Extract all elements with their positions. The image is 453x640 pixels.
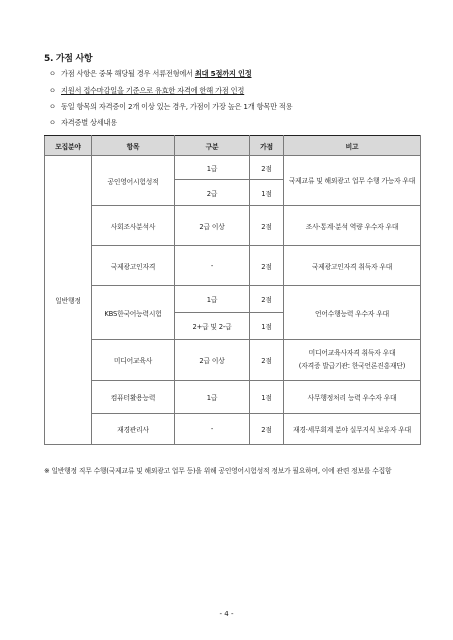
note-issuer-line: (자격증 발급기관: 한국언론진흥재단) xyxy=(298,362,406,370)
bullet-text: 지원서 접수마감일을 기준으로 유효한 자격에 한해 가점 인정 xyxy=(61,86,245,95)
table-header-row xyxy=(45,136,421,156)
table-row xyxy=(45,156,421,180)
section-heading: 5. 가점 사항 xyxy=(44,54,93,64)
item-cell: 미디어교육사 xyxy=(92,340,175,381)
table-row xyxy=(45,414,421,445)
note-cell: 국제교류 및 해외광고 업무 수행 가능자 우대 xyxy=(284,156,421,206)
points-cell: 1점 xyxy=(250,180,284,206)
bonus-points-table xyxy=(44,135,421,445)
item-cell: 컴퓨터활용능력 xyxy=(92,381,175,414)
bullet-details xyxy=(49,118,117,128)
note-cell xyxy=(284,340,421,381)
points-cell: 2점 xyxy=(250,340,284,381)
bullet-text: 가점 사항은 중복 해당될 경우 서류전형에서 xyxy=(61,69,195,78)
points-cell: 1점 xyxy=(250,381,284,414)
item-cell: KBS한국어능력시험 xyxy=(92,286,175,340)
grade-cell: 2급 이상 xyxy=(175,340,250,381)
table-row xyxy=(45,206,421,246)
header-points: 가점 xyxy=(250,136,284,156)
grade-cell: - xyxy=(175,414,250,445)
note-cell: 사무행정처리 능력 우수자 우대 xyxy=(284,381,421,414)
points-cell: 2점 xyxy=(250,414,284,445)
header-field: 모집분야 xyxy=(45,136,92,156)
note-cell: 재경·세무회계 분야 실무지식 보유자 우대 xyxy=(284,414,421,445)
bullet-mark: ㅇ xyxy=(49,69,56,78)
bullet-text: 동일 항목의 자격증이 2개 이상 있는 경우, 가점이 가장 높은 1개 항목만 적용 xyxy=(61,102,293,111)
grade-cell: 1급 xyxy=(175,381,250,414)
grade-cell: 2급 이상 xyxy=(175,206,250,246)
item-cell: 국제광고인자격 xyxy=(92,246,175,286)
header-grade: 구분 xyxy=(175,136,250,156)
grade-cell: 1급 xyxy=(175,286,250,313)
bullet-emphasis: 최대 5점까지 인정 xyxy=(194,69,252,78)
grade-cell: 2+급 및 2-급 xyxy=(175,313,250,340)
bullet-mark: ㅇ xyxy=(49,86,56,95)
bullet-text: 자격증별 상세내용 xyxy=(61,118,118,127)
points-cell: 2점 xyxy=(250,156,284,180)
bullet-max-points xyxy=(49,69,252,79)
points-cell: 2점 xyxy=(250,286,284,313)
points-cell: 1점 xyxy=(250,313,284,340)
bullet-valid-license xyxy=(49,86,244,96)
header-item: 항목 xyxy=(92,136,175,156)
grade-cell: - xyxy=(175,246,250,286)
table-row xyxy=(45,246,421,286)
bullet-mark: ㅇ xyxy=(49,118,56,127)
item-cell: 사회조사분석사 xyxy=(92,206,175,246)
note-cell: 언어수행능력 우수자 우대 xyxy=(284,286,421,340)
header-note: 비고 xyxy=(284,136,421,156)
field-cell: 일반행정 xyxy=(45,156,92,445)
points-cell: 2점 xyxy=(250,246,284,286)
table-row xyxy=(45,286,421,313)
note-line: 미디어교육사자격 취득자 우대 xyxy=(308,349,396,357)
item-cell: 재경관리사 xyxy=(92,414,175,445)
grade-cell: 1급 xyxy=(175,156,250,180)
item-cell: 공인영어시험성적 xyxy=(92,156,175,206)
points-cell: 2점 xyxy=(250,206,284,246)
table-row xyxy=(45,340,421,381)
page-number: - 4 - xyxy=(219,610,234,618)
table-row xyxy=(45,381,421,414)
bullet-duplicate-rule xyxy=(49,102,292,112)
bullet-mark: ㅇ xyxy=(49,102,56,111)
note-cell: 국제광고인자격 취득자 우대 xyxy=(284,246,421,286)
note-cell: 조사·통계·분석 역량 우수자 우대 xyxy=(284,206,421,246)
footnote: ※ 일반행정 직무 수행(국제교류 및 해외광고 업무 등)을 위해 공인영어시험성적 정보가 필요하며, 이에 관련 정보를 수집함 xyxy=(44,467,392,475)
grade-cell: 2급 xyxy=(175,180,250,206)
